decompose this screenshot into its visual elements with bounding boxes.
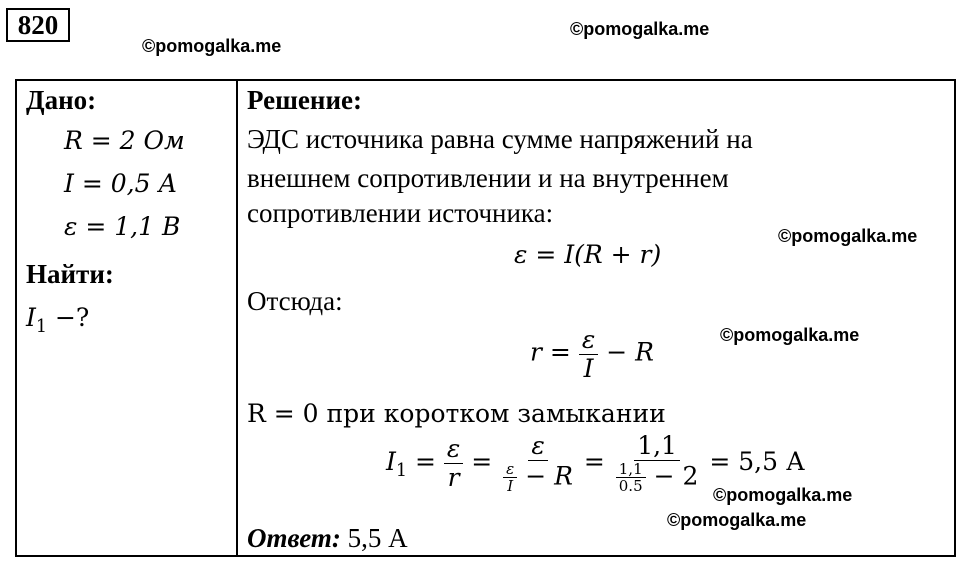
given-heading: Дано: [26,85,97,115]
given-current: I = 0,5 А [64,169,178,198]
formula-short-circuit-current: $I_1$ = $\frac{\varepsilon}{r}$ = ε $\frac{\varepsilon}{I}$ − R = 1,1 $\frac{1,1}{0.5}$ − 2 = 5,5 А [386,431,805,495]
find-unknown: $I_1$ −? [26,303,90,337]
solution-heading: Решение: [247,85,362,115]
watermark: ©pomogalka.me [667,510,807,530]
hence-label: Отсюда: [247,286,343,316]
given-resistance: R = 2 Ом [64,126,185,155]
watermark: ©pomogalka.me [713,485,853,505]
solution-text-line: внешнем сопротивлении и на внутреннем [247,163,729,193]
find-heading: Найти: [26,259,114,289]
answer-label: Ответ: [247,523,341,553]
column-divider [236,79,238,557]
short-circuit-text: R = 0 при коротком замыкании [247,399,666,428]
watermark: ©pomogalka.me [720,325,860,345]
answer-value: 5,5 А [347,523,408,553]
answer [247,522,408,554]
watermark: ©pomogalka.me [570,19,710,39]
formula-internal-resistance: r = $\frac{\varepsilon}{I}$ − R [530,325,654,383]
solution-text-line: ЭДС источника равна сумме напряжений на [247,124,753,154]
watermark: ©pomogalka.me [142,36,282,56]
watermark: ©pomogalka.me [778,226,918,246]
given-emf: ε = 1,1 В [64,212,181,241]
formula-emf: ε = I(R + r) [514,240,662,269]
problem-number: 820 [6,8,70,42]
solution-text-line: сопротивлении источника: [247,198,554,228]
